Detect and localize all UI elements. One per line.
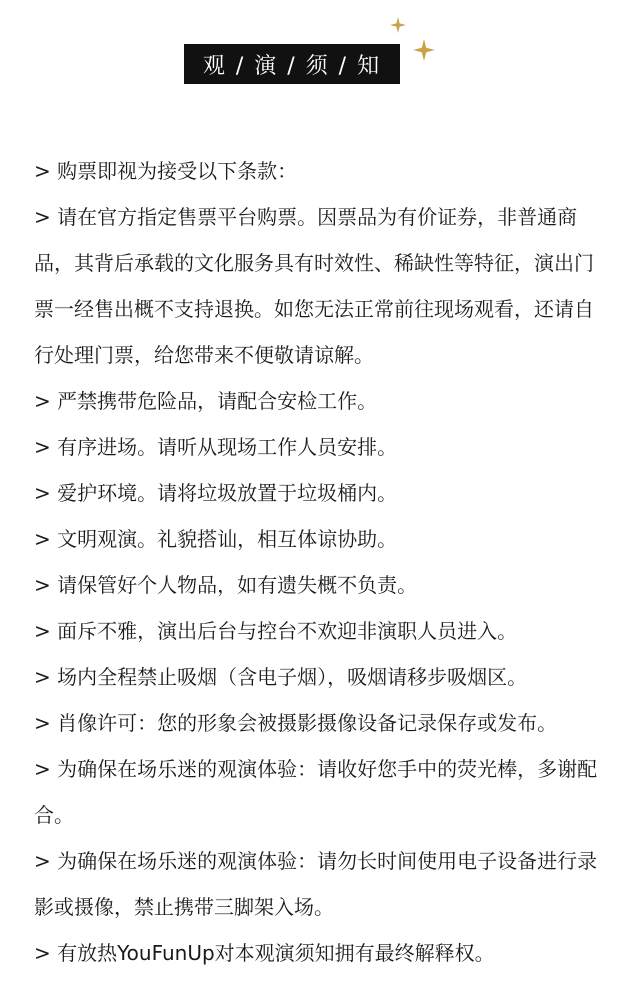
list-item: > 有序进场。请听从现场工作人员安排。 — [34, 435, 398, 459]
list-item: > 为确保在场乐迷的观演体验：请勿长时间使用电子设备进行录影或摄像，禁止携带三脚架入场。 — [34, 849, 598, 919]
list-item: > 请保管好个人物品，如有遗失概不负责。 — [34, 573, 418, 597]
page-title-text: 观 / 演 / 须 / 知 — [202, 53, 382, 79]
list-item: > 请在官方指定售票平台购票。因票品为有价证券，非普通商品，其背后承载的文化服务具有时效性、稀缺性等特征，演出门票一经售出概不支持退换。如您无法正常前往现场观看，还请自行处理门票，给您带来不便敬请谅解。 — [34, 205, 594, 367]
rules-list — [34, 148, 612, 976]
list-item: > 场内全程禁止吸烟（含电子烟），吸烟请移步吸烟区。 — [34, 665, 528, 689]
list-item: > 面斥不雅，演出后台与控台不欢迎非演职人员进入。 — [34, 619, 518, 643]
list-item: > 爱护环境。请将垃圾放置于垃圾桶内。 — [34, 481, 398, 505]
list-item: > 为确保在场乐迷的观演体验：请收好您手中的荧光棒，多谢配合。 — [34, 757, 598, 827]
list-item: > 有放热YouFunUp对本观演须知拥有最终解释权。 — [34, 941, 495, 965]
sparkle-icon — [413, 39, 435, 61]
list-item: > 购票即视为接受以下条款： — [34, 159, 298, 183]
list-item: > 严禁携带危险品，请配合安检工作。 — [34, 389, 378, 413]
list-item: > 肖像许可：您的形象会被摄影摄像设备记录保存或发布。 — [34, 711, 558, 735]
list-item: > 文明观演。礼貌搭讪，相互体谅协助。 — [34, 527, 398, 551]
page-title — [184, 44, 400, 84]
sparkle-icon — [390, 17, 406, 33]
